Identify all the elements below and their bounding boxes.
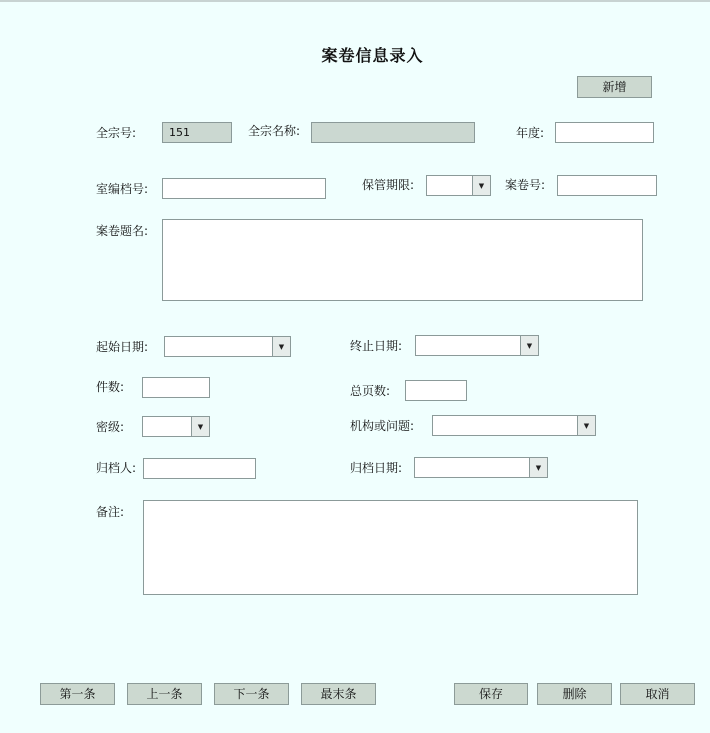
previous-record-button[interactable]: 上一条	[127, 683, 202, 705]
chevron-down-icon[interactable]: ▼	[577, 416, 595, 435]
security-select[interactable]	[142, 416, 210, 437]
end-date-select[interactable]	[415, 335, 539, 356]
fonds-name-field[interactable]	[311, 122, 475, 143]
piece-count-input[interactable]	[142, 377, 210, 398]
chevron-down-icon[interactable]: ▼	[520, 336, 538, 355]
org-issue-select[interactable]	[432, 415, 596, 436]
fonds-name-label: 全宗名称:	[248, 124, 301, 138]
volume-title-label: 案卷题名:	[96, 224, 149, 238]
end-date-label: 终止日期:	[350, 339, 403, 353]
start-date-label: 起始日期:	[96, 340, 149, 354]
volume-no-label: 案卷号:	[505, 178, 546, 192]
remarks-label: 备注:	[96, 505, 125, 519]
remarks-textarea[interactable]	[143, 500, 638, 595]
start-date-select[interactable]	[164, 336, 291, 357]
piece-count-label: 件数:	[96, 380, 125, 394]
page-title: 案卷信息录入	[321, 46, 424, 65]
add-button[interactable]: 新增	[577, 76, 652, 98]
last-record-button[interactable]: 最末条	[301, 683, 376, 705]
year-input[interactable]	[555, 122, 654, 143]
delete-button[interactable]: 删除	[537, 683, 612, 705]
top-border-line	[0, 0, 710, 2]
archiver-label: 归档人:	[96, 461, 137, 475]
fonds-no-field[interactable]: 151	[162, 122, 232, 143]
save-button[interactable]: 保存	[454, 683, 528, 705]
total-pages-label: 总页数:	[350, 384, 391, 398]
archive-date-label: 归档日期:	[350, 461, 403, 475]
first-record-button[interactable]: 第一条	[40, 683, 115, 705]
chevron-down-icon[interactable]: ▼	[191, 417, 209, 436]
chevron-down-icon[interactable]: ▼	[272, 337, 290, 356]
org-issue-label: 机构或问题:	[350, 419, 415, 433]
volume-title-textarea[interactable]	[162, 219, 643, 301]
total-pages-input[interactable]	[405, 380, 467, 401]
retention-select[interactable]	[426, 175, 491, 196]
fonds-no-label: 全宗号:	[96, 126, 137, 140]
chevron-down-icon[interactable]: ▼	[472, 176, 490, 195]
volume-no-input[interactable]	[557, 175, 657, 196]
security-label: 密级:	[96, 420, 125, 434]
room-file-no-input[interactable]	[162, 178, 326, 199]
year-label: 年度:	[516, 126, 545, 140]
archive-date-select[interactable]	[414, 457, 548, 478]
retention-label: 保管期限:	[362, 178, 415, 192]
chevron-down-icon[interactable]: ▼	[529, 458, 547, 477]
cancel-button[interactable]: 取消	[620, 683, 695, 705]
room-file-no-label: 室编档号:	[96, 182, 149, 196]
archiver-input[interactable]	[143, 458, 256, 479]
next-record-button[interactable]: 下一条	[214, 683, 289, 705]
